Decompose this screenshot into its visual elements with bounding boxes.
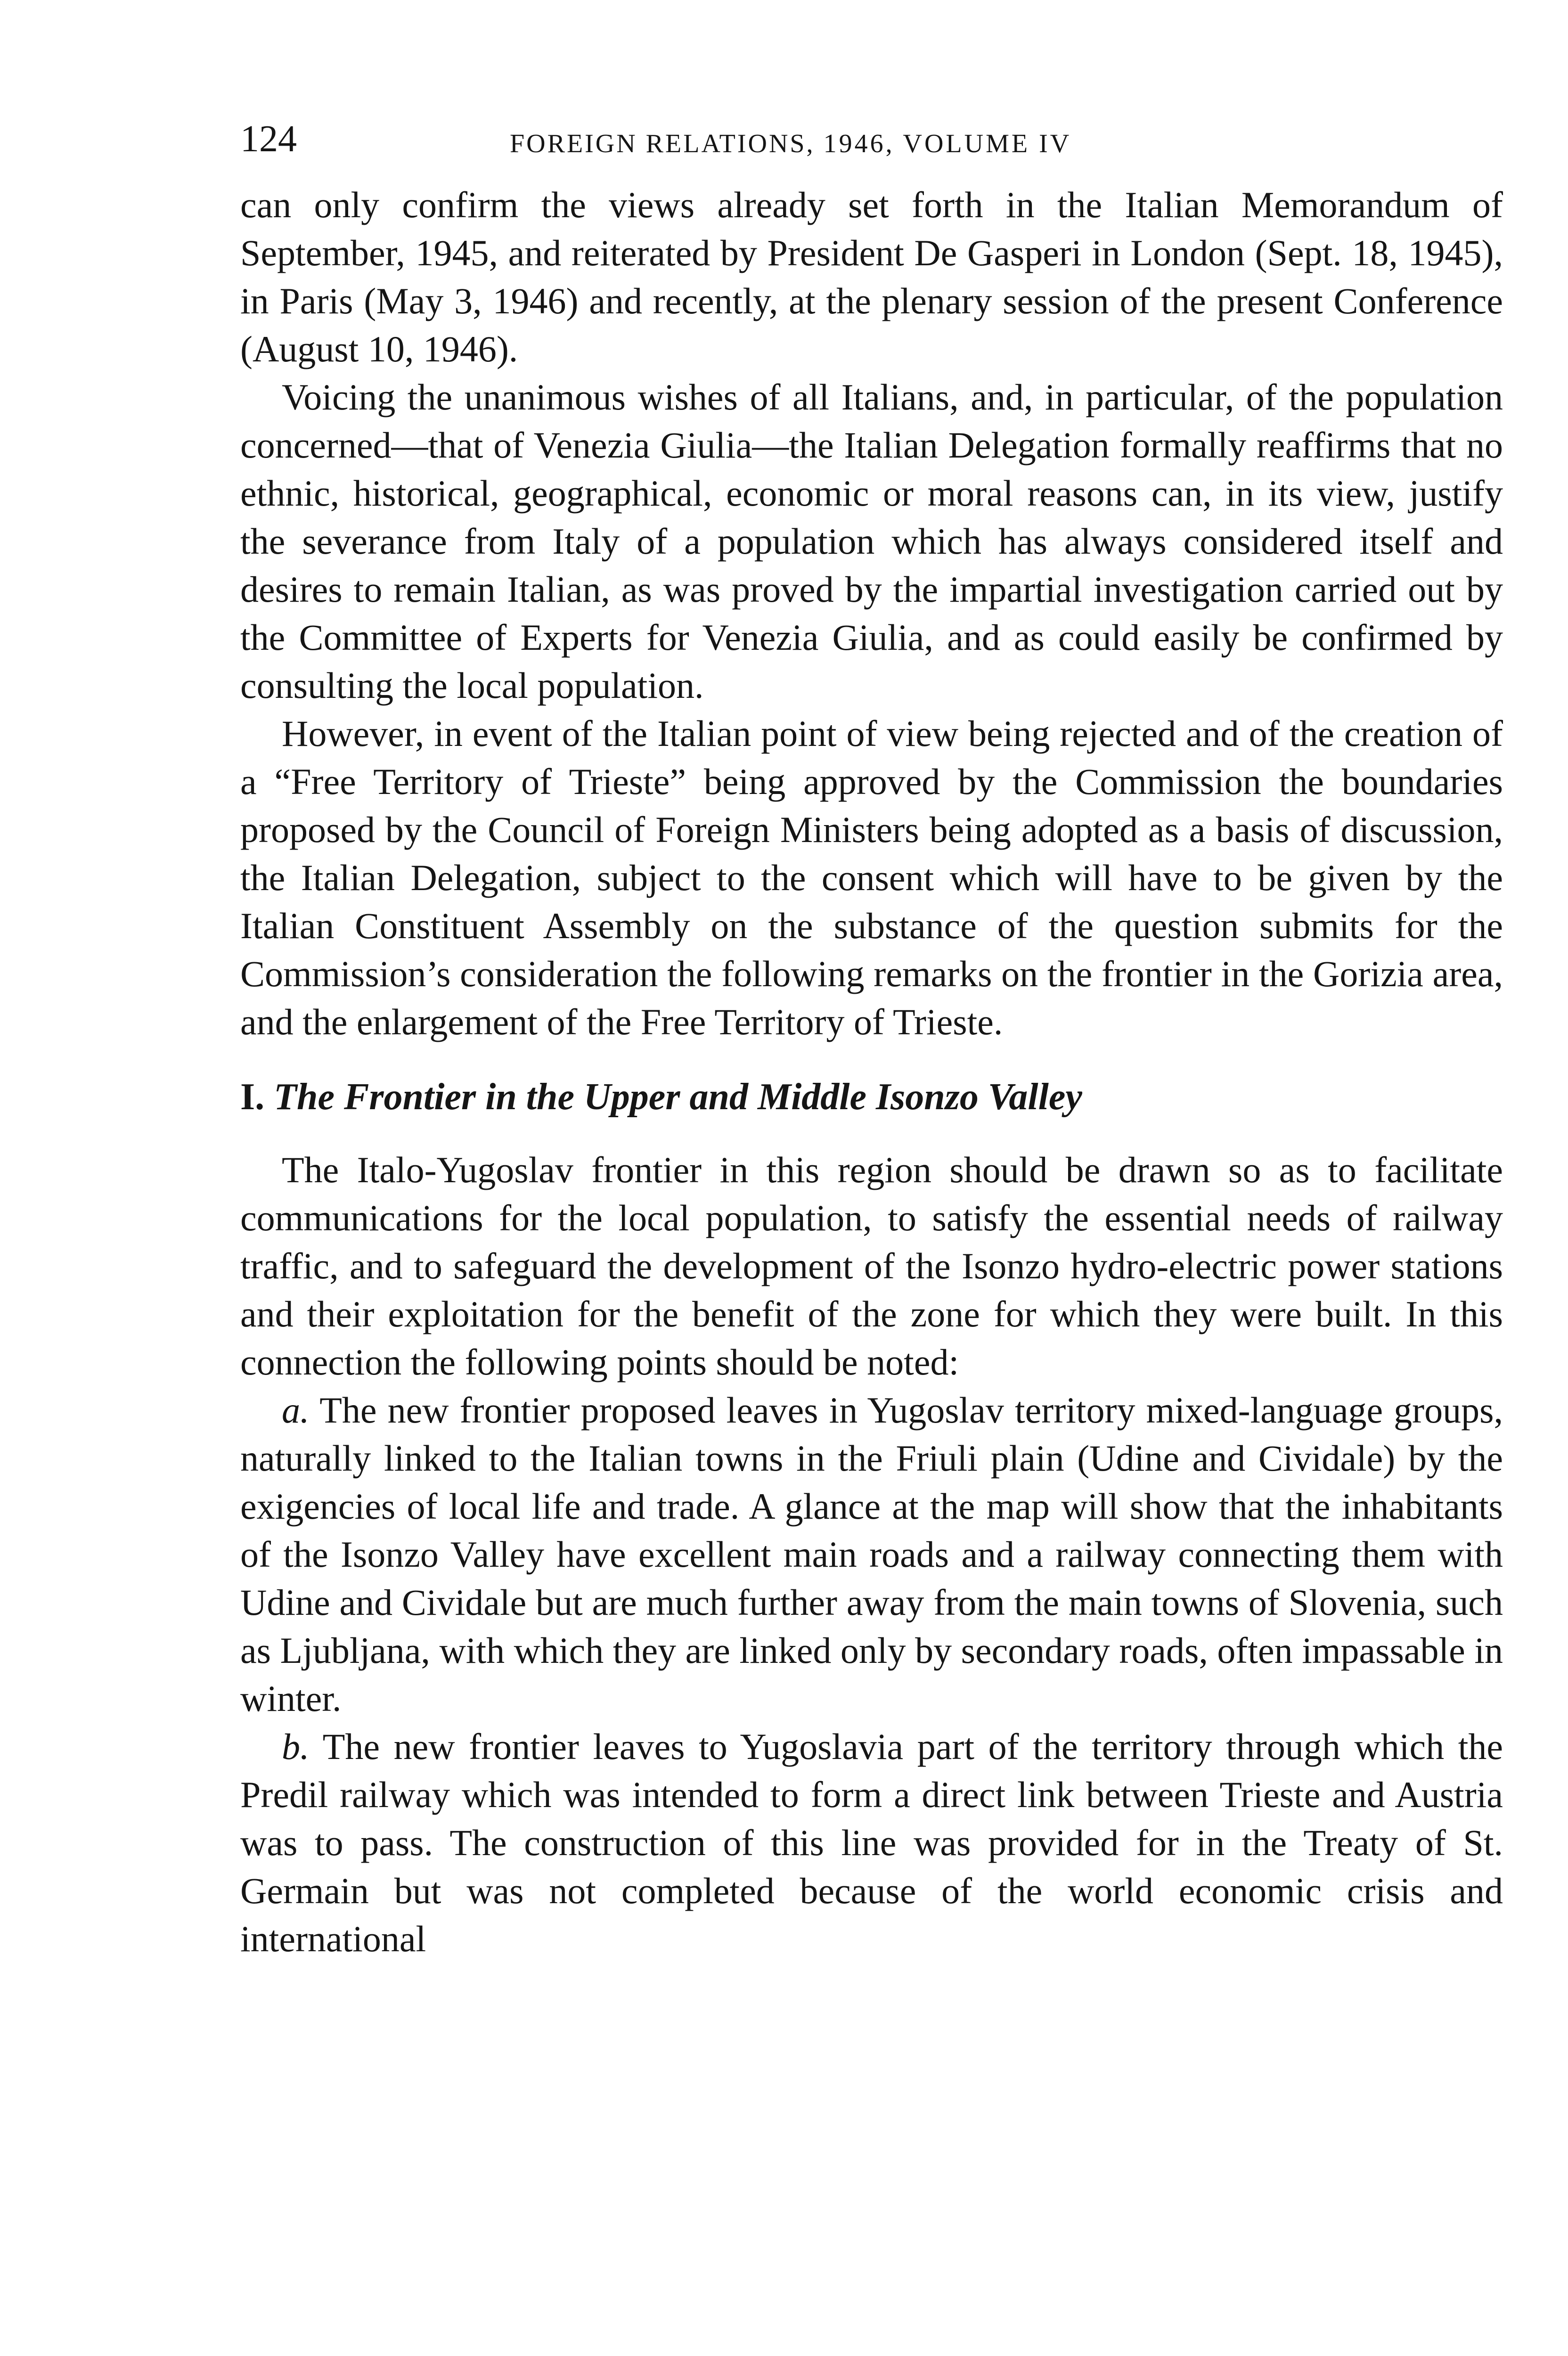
paragraph-item-a (240, 1386, 1503, 1723)
paragraph-frontier-intro: The Italo-Yugoslav frontier in this region should be drawn so as to facilitate communications for the local population, to satisfy the essential needs of railway traffic, and to safeguard the development of the Isonzo hydro-electric power stations and their exploitation for the benefit of the zone for which they were built. In this connection the following points should be noted: (240, 1149, 1503, 1383)
item-a-marker: a. (282, 1390, 310, 1431)
running-head (240, 108, 1503, 165)
paragraph-free-territory: However, in event of the Italian point of view being rejected and of the creation of a “Free Territory of Trieste” being approved by the Commission the boundaries proposed by the Council of Foreign Ministers being adopted as a basis of discussion, the Italian Delegation, subject to the consent which will have to be given by the Italian Constituent Assembly on the substance of the question submits for the Commission’s consideration the following remarks on the frontier in the Gorizia area, and the enlargement of the Free Territory of Trieste. (240, 713, 1503, 1042)
paragraph-italian-delegation: Voicing the unanimous wishes of all Italians, and, in particular, of the population concerned—that of Venezia Giulia—the Italian Delegation formally reaffirms that no ethnic, historical, geographical, economic or moral reasons can, in its view, justify the severance from Italy of a population which has always considered itself and desires to remain Italian, as was proved by the impartial investigation carried out by the Committee of Experts for Venezia Giulia, and as could easily be confirmed by consulting the local population. (240, 376, 1503, 706)
section-heading (240, 1072, 1503, 1121)
page-number: 124 (240, 118, 297, 160)
main-text (240, 181, 1503, 1963)
publication-title (510, 127, 1071, 160)
publication-volume: 1946, VOLUME IV (823, 129, 1072, 158)
item-b-marker: b. (282, 1726, 310, 1767)
publication-name: FOREIGN RELATIONS, (510, 129, 815, 158)
section-number: I. (240, 1076, 265, 1118)
paragraph-item-b (240, 1723, 1503, 1963)
item-b-text: The new frontier leaves to Yugoslavia part of the territory through which the Predil railway which was intended to form a direct link between Trieste and Austria was to pass. The construction of this line was provided for in the Treaty of St. Germain but was not completed because of the world economic crisis and international (240, 1726, 1503, 1959)
paragraph-continuation: can only confirm the views already set forth in the Italian Memorandum of September, 1945, and reiterated by President De Gasperi in London (Sept. 18, 1945), in Paris (May 3, 1946) and recently, at the plenary session of the present Conference (August 10, 1946). (240, 184, 1503, 369)
document-page (240, 108, 1503, 1963)
item-a-text: The new frontier proposed leaves in Yugoslav territory mixed-language groups, naturally linked to the Italian towns in the Friuli plain (Udine and Cividale) by the exigencies of local life and trade. A glance at the map will show that the inhabitants of the Isonzo Valley have excellent main roads and a railway connecting them with Udine and Cividale but are much further away from the main towns of Slovenia, such as Ljubljana, with which they are linked only by secondary roads, often impassable in winter. (240, 1390, 1503, 1719)
section-title: The Frontier in the Upper and Middle Isonzo Valley (274, 1076, 1082, 1118)
